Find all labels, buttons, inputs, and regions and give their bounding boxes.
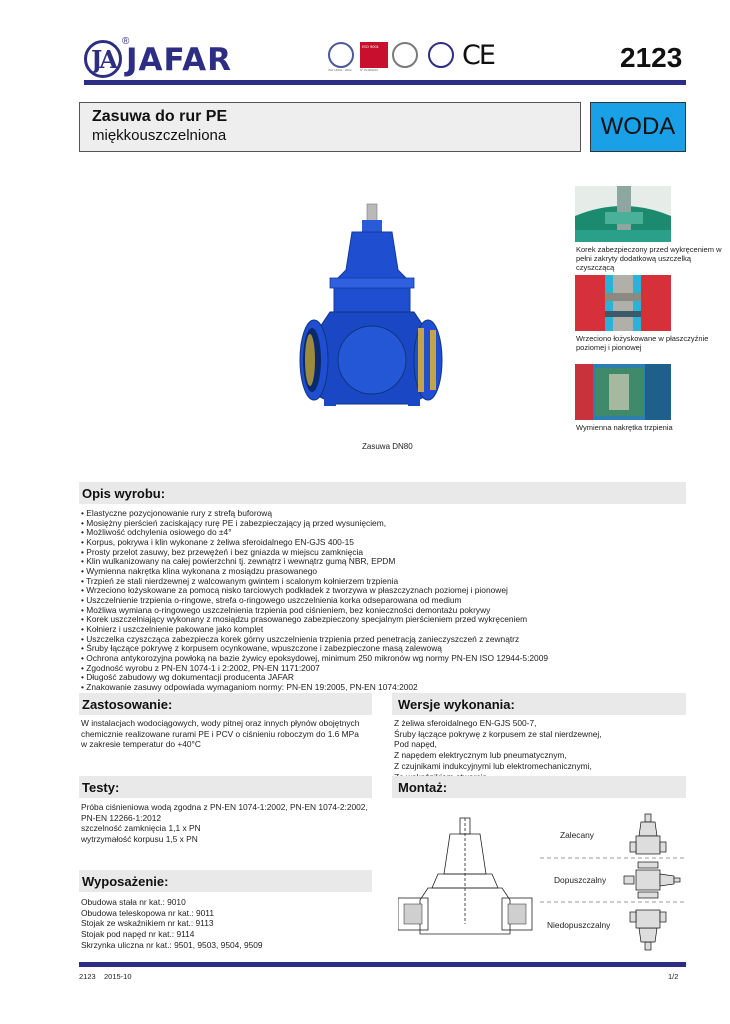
- application-heading: Zastosowanie:: [82, 697, 173, 712]
- equipment-text: Obudowa stała nr kat.: 9010 Obudowa teleskopowa nr kat.: 9011 Stojak ze wskaźnikiem nr kat.: 9113 Stojak pod napęd nr kat.: 9114 Skrzynka uliczna nr kat.: 9501, 9503, 9504, 9509: [81, 897, 263, 950]
- list-item: • Możliwa wymiana o-ringowego uszczelnienia trzpienia pod ciśnieniem, bez konieczności demontażu pokrywy: [81, 604, 491, 615]
- page-total: 2: [674, 972, 679, 981]
- list-item: • Korpus, pokrywa i klin wykonane z żeliwa sferoidalnego EN-GJS 400-15: [81, 536, 354, 547]
- list-item: • Kołnierz i uszczelnienie pakowane jako komplet: [81, 623, 264, 634]
- list-item: • Elastyczne pozycjonowanie rury z strefą buforową: [81, 508, 272, 518]
- list-item: • Korek uszczelniający wykonany z mosiądzu prasowanego zabezpieczony specjalnym pierścieniem przed wykręceniem: [81, 614, 528, 625]
- list-item: • Klin wulkanizowany na całej powierzchni tj. zewnątrz i wewnątrz gumą NBR, EPDM: [81, 556, 396, 567]
- photo-caption-2: Wrzeciono łożyskowane w płaszczyźnie poziomej i pionowej: [576, 334, 709, 352]
- footer-date: 2015-10: [104, 972, 132, 981]
- valve-cross-section-drawing: [398, 814, 538, 942]
- mount-option-forbidden: Niedopuszczalny: [547, 920, 611, 930]
- logo-symbol: JA: [91, 45, 115, 74]
- tests-header: [79, 776, 372, 798]
- main-image-caption: Zasuwa DN80: [362, 442, 413, 451]
- list-item: • Możliwość odchylenia osiowego do ±4°: [81, 527, 232, 538]
- brand-logo-text: JAFAR: [126, 42, 233, 78]
- certificate-seal-iso: [328, 42, 354, 72]
- logo-mark: [84, 40, 122, 78]
- list-item: • Uszczelka czyszcząca zabezpiecza korek górny uszczelnienia trzpienia przed penetracją zanieczyszczeń z zewnątrz: [81, 633, 520, 644]
- footer-code: 2123: [79, 972, 96, 981]
- list-item: • Mosiężny pierścień zaciskający rurę PE i zabezpieczający ją przed wysunięciem,: [81, 517, 387, 528]
- list-item: • Prosty przelot zasuwy, bez przewężeń i bez gniazda w miejscu zamknięcia: [81, 546, 364, 557]
- cert-iso-9001: ISO 9001: [360, 42, 388, 68]
- medium-badge-text: WODA: [600, 113, 676, 140]
- mount-option-allowed: Dopuszczalny: [554, 875, 607, 885]
- stem-bearing-photo-icon: [575, 275, 671, 331]
- mounting-positions-drawing: [540, 808, 686, 958]
- versions-heading: Wersje wykonania:: [398, 697, 515, 712]
- product-title: Zasuwa do rur PE: [92, 108, 228, 125]
- mounting-heading: Montaż:: [398, 780, 448, 795]
- description-header: [79, 482, 686, 504]
- valve-product-image: [290, 200, 450, 436]
- page-number: 1/2: [668, 972, 679, 981]
- nut-photo-icon: [575, 364, 671, 420]
- registered-mark: ®: [122, 36, 130, 47]
- cert-number: Nº PL006223: [360, 68, 378, 72]
- seal-icon: [428, 42, 454, 68]
- list-item: • Uszczelnienie trzpienia o-ringowe, strefa o-ringowego uszczelnienia korka odseparowana od medium: [81, 594, 462, 605]
- description-list: [81, 509, 681, 692]
- equipment-heading: Wyposażenie:: [82, 874, 169, 889]
- application-text: W instalacjach wodociągowych, wody pitnej oraz innych płynów obojętnych chemicznie realizowane rurami PE i PCV o ciśnieniu roboczym do 1.6 MPa w zakresie temperatur do +40°C: [81, 718, 360, 750]
- plug-photo-icon: [575, 186, 671, 242]
- certificate-seal-3: [428, 42, 454, 72]
- tests-text: Próba ciśnieniowa wodą zgodna z PN-EN 1074-1:2002, PN-EN 1074-2:2002, PN-EN 12266-1:2012 szczelność zamknięcia 1,1 x PN wytrzymałość korpusu 1,5 x PN: [81, 802, 368, 845]
- list-item: • Długość zabudowy wg dokumentacji producenta JAFAR: [81, 672, 294, 683]
- description-heading: Opis wyrobu:: [82, 486, 166, 501]
- ce-mark-icon: CE: [462, 40, 494, 71]
- photo-caption-3: Wymienna nakrętka trzpienia: [576, 423, 673, 432]
- photo-caption-1: Korek zabezpieczony przed wykręceniem w pełni zakryty dodatkową uszczelką czyszczącą: [576, 245, 722, 272]
- list-item: • Zgodność wyrobu z PN-EN 1074-1 i 2:2002, PN-EN 1171:2007: [81, 662, 320, 673]
- list-item: • Śruby łączące pokrywę z korpusem ocynkowane, wpuszczone i zabezpieczone masą zalewową: [81, 643, 442, 654]
- product-code: 2123: [620, 42, 683, 73]
- seal-icon: [328, 42, 354, 68]
- header-divider: [84, 80, 686, 85]
- cert-iso-14001: ISO 14001 : 2004: [328, 68, 352, 72]
- footer-divider: [79, 962, 686, 967]
- certificate-red: [360, 42, 388, 72]
- list-item: • Znakowanie zasuwy odpowiada wymaganiom normy: PN-EN 19:2005, PN-EN 1074:2002: [81, 681, 418, 692]
- list-item: • Trzpień ze stali nierdzewnej z walcowanym gwintem i scalonym kołnierzem trzpienia: [81, 575, 399, 586]
- list-item: • Wrzeciono łożyskowane za pomocą nisko tarciowych podkładek z tworzywa w płaszczyznach poziomej i pionowej: [81, 585, 508, 596]
- page-current: 1: [668, 972, 673, 981]
- list-item: • Wymienna nakrętka klina wykonana z mosiądzu prasowanego: [81, 565, 318, 576]
- mount-option-recommended: Zalecany: [560, 830, 594, 840]
- seal-icon: [392, 42, 418, 68]
- list-item: • Ochrona antykorozyjna powłoką na bazie żywicy epoksydowej, minimum 250 mikronów wg normy PN-EN ISO 12944-5:2009: [81, 652, 549, 663]
- certificate-seal-2: [392, 42, 418, 72]
- product-subtitle: miękkouszczelniona: [92, 127, 227, 144]
- versions-text: Z żeliwa sferoidalnego EN-GJS 500-7, Śruby łączące pokrywę z korpusem ze stal nierdzewnej, Pod napęd, Z napędem elektrycznym lub pneumatycznym, Z czujnikami indukcyjnymi lub elektromechanicznymi,: [394, 718, 602, 771]
- tests-heading: Testy:: [82, 780, 120, 795]
